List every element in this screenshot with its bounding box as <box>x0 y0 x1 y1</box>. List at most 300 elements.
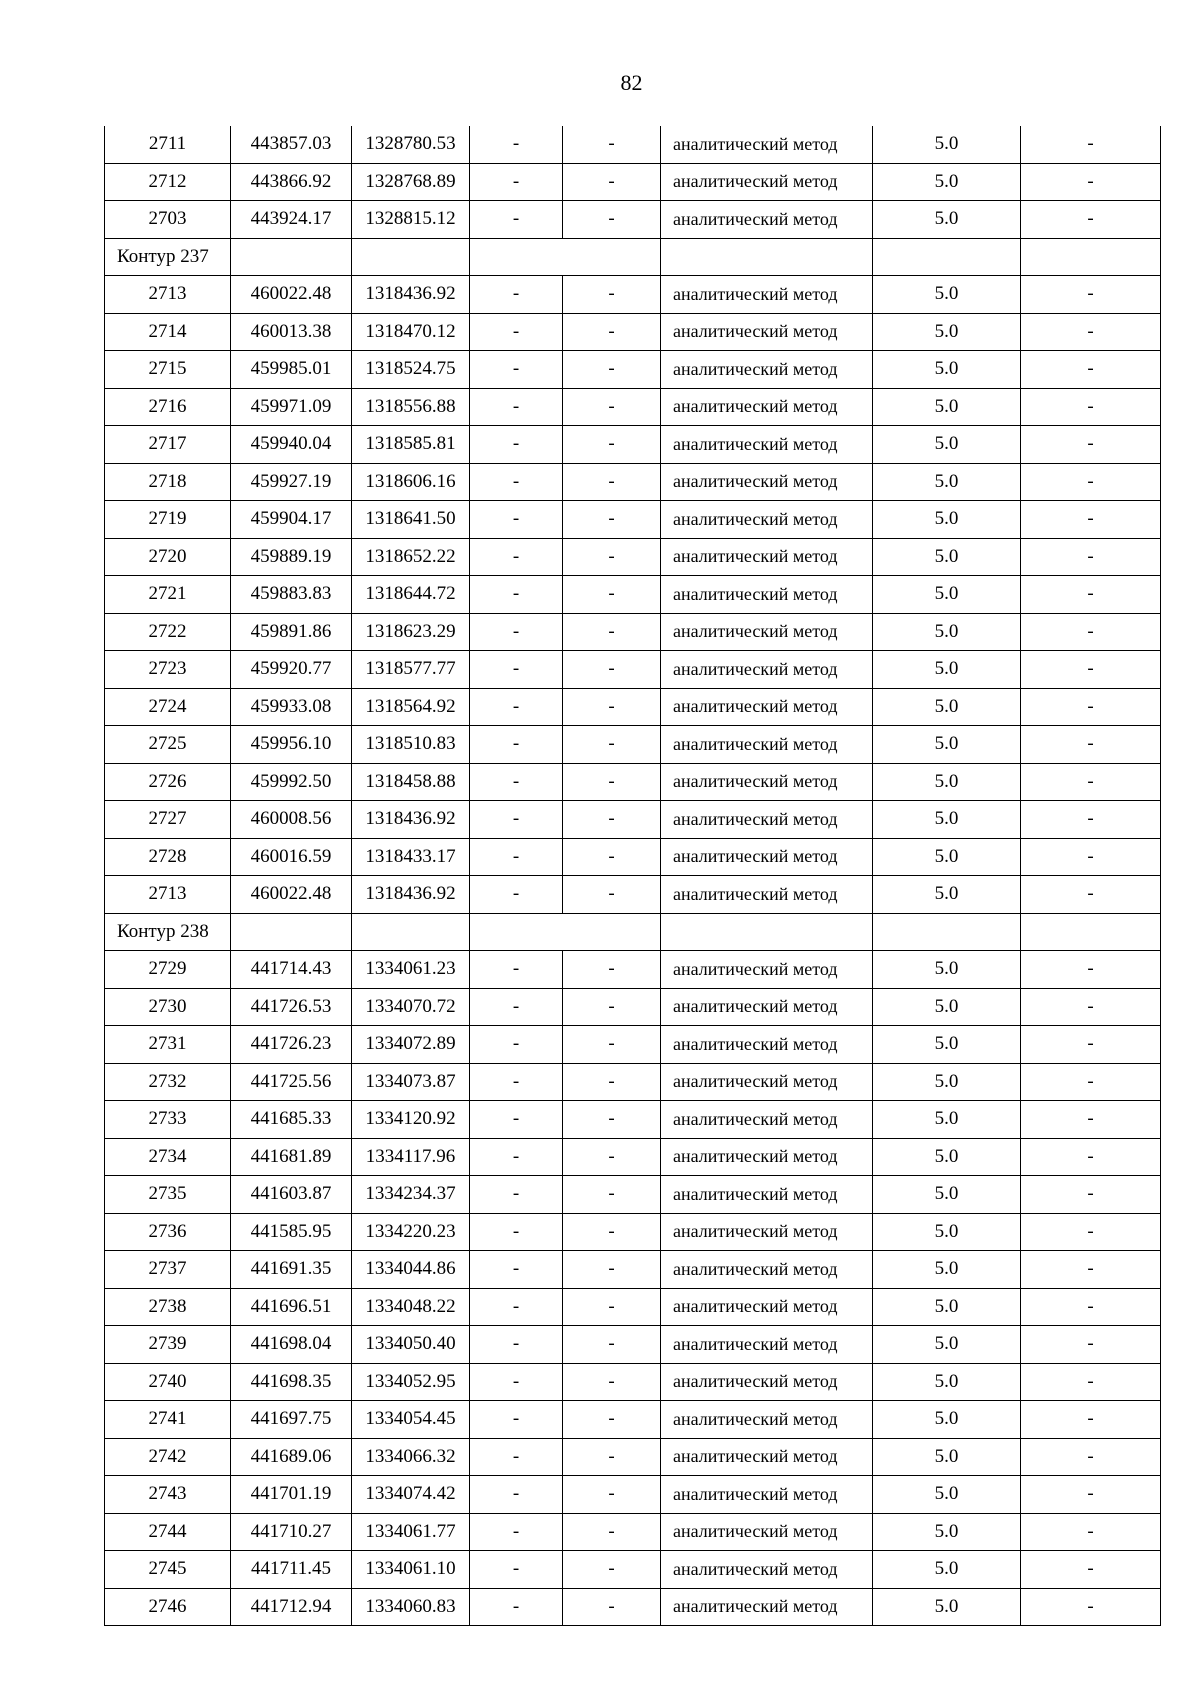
point-number-cell: 2723 <box>105 651 231 689</box>
point-number-cell: 2740 <box>105 1363 231 1401</box>
method-cell: аналитический метод <box>661 876 873 914</box>
dash-cell-b: - <box>563 388 661 426</box>
dash-cell-a: - <box>470 1026 563 1064</box>
dash-cell-a: - <box>470 613 563 651</box>
y-coordinate-cell: 1334048.22 <box>352 1288 470 1326</box>
dash-cell-c: - <box>1021 1588 1161 1626</box>
point-number-cell: 2714 <box>105 313 231 351</box>
method-cell: аналитический метод <box>661 651 873 689</box>
dash-cell-c: - <box>1021 1101 1161 1139</box>
y-coordinate-cell: 1334061.23 <box>352 951 470 989</box>
y-coordinate-cell: 1318556.88 <box>352 388 470 426</box>
dash-cell-b: - <box>563 1326 661 1364</box>
y-coordinate-cell: 1318564.92 <box>352 688 470 726</box>
dash-cell-a: - <box>470 1551 563 1589</box>
point-number-cell: 2713 <box>105 876 231 914</box>
method-cell: аналитический метод <box>661 1551 873 1589</box>
dash-cell-c: - <box>1021 1176 1161 1214</box>
dash-cell-b: - <box>563 1213 661 1251</box>
dash-cell-b: - <box>563 1251 661 1289</box>
accuracy-cell: 5.0 <box>873 126 1021 163</box>
accuracy-cell: 5.0 <box>873 651 1021 689</box>
dash-cell-b: - <box>563 801 661 839</box>
dash-cell-a: - <box>470 1176 563 1214</box>
table-row <box>105 876 1161 914</box>
accuracy-cell: 5.0 <box>873 988 1021 1026</box>
table-row <box>105 726 1161 764</box>
y-coordinate-cell: 1318470.12 <box>352 313 470 351</box>
dash-cell-c: - <box>1021 951 1161 989</box>
table-row <box>105 463 1161 501</box>
point-number-cell: 2722 <box>105 613 231 651</box>
dash-cell-b: - <box>563 426 661 464</box>
accuracy-cell: 5.0 <box>873 1288 1021 1326</box>
x-coordinate-cell: 441711.45 <box>231 1551 352 1589</box>
dash-cell-a: - <box>470 1401 563 1439</box>
dash-cell-c: - <box>1021 576 1161 614</box>
table-row <box>105 576 1161 614</box>
dash-cell-c: - <box>1021 313 1161 351</box>
point-number-cell: 2739 <box>105 1326 231 1364</box>
y-coordinate-cell: 1334073.87 <box>352 1063 470 1101</box>
table-row <box>105 651 1161 689</box>
dash-cell-a: - <box>470 163 563 201</box>
accuracy-cell: 5.0 <box>873 1213 1021 1251</box>
dash-cell-c: - <box>1021 1513 1161 1551</box>
accuracy-cell: 5.0 <box>873 1026 1021 1064</box>
dash-cell-c: - <box>1021 351 1161 389</box>
dash-cell-c: - <box>1021 688 1161 726</box>
table-row <box>105 988 1161 1026</box>
dash-cell-a: - <box>470 988 563 1026</box>
method-cell: аналитический метод <box>661 801 873 839</box>
x-coordinate-cell: 441696.51 <box>231 1288 352 1326</box>
dash-cell-a: - <box>470 1363 563 1401</box>
accuracy-cell: 5.0 <box>873 201 1021 239</box>
accuracy-cell: 5.0 <box>873 1438 1021 1476</box>
table-row <box>105 1101 1161 1139</box>
dash-cell-b: - <box>563 1438 661 1476</box>
accuracy-cell: 5.0 <box>873 1063 1021 1101</box>
table-row <box>105 1063 1161 1101</box>
empty-cell <box>661 913 873 951</box>
dash-cell-c: - <box>1021 1363 1161 1401</box>
table-row <box>105 763 1161 801</box>
table-row <box>105 1213 1161 1251</box>
dash-cell-b: - <box>563 1551 661 1589</box>
table-row <box>105 613 1161 651</box>
method-cell: аналитический метод <box>661 1063 873 1101</box>
y-coordinate-cell: 1334052.95 <box>352 1363 470 1401</box>
x-coordinate-cell: 443866.92 <box>231 163 352 201</box>
x-coordinate-cell: 441698.35 <box>231 1363 352 1401</box>
accuracy-cell: 5.0 <box>873 1513 1021 1551</box>
dash-cell-c: - <box>1021 388 1161 426</box>
dash-cell-c: - <box>1021 163 1161 201</box>
dash-cell-b: - <box>563 763 661 801</box>
table-row <box>105 1138 1161 1176</box>
table-row <box>105 1176 1161 1214</box>
method-cell: аналитический метод <box>661 426 873 464</box>
method-cell: аналитический метод <box>661 1326 873 1364</box>
x-coordinate-cell: 441603.87 <box>231 1176 352 1214</box>
point-number-cell: 2711 <box>105 126 231 163</box>
table-row <box>105 1513 1161 1551</box>
point-number-cell: 2721 <box>105 576 231 614</box>
dash-cell-b: - <box>563 1513 661 1551</box>
dash-cell-b: - <box>563 463 661 501</box>
method-cell: аналитический метод <box>661 463 873 501</box>
dash-cell-c: - <box>1021 201 1161 239</box>
method-cell: аналитический метод <box>661 126 873 163</box>
x-coordinate-cell: 441725.56 <box>231 1063 352 1101</box>
x-coordinate-cell: 459883.83 <box>231 576 352 614</box>
accuracy-cell: 5.0 <box>873 1251 1021 1289</box>
table-row <box>105 1363 1161 1401</box>
y-coordinate-cell: 1318524.75 <box>352 351 470 389</box>
y-coordinate-cell: 1318436.92 <box>352 276 470 314</box>
empty-cell <box>661 238 873 276</box>
empty-cell <box>470 238 661 276</box>
x-coordinate-cell: 441701.19 <box>231 1476 352 1514</box>
table-row <box>105 163 1161 201</box>
point-number-cell: 2713 <box>105 276 231 314</box>
y-coordinate-cell: 1318433.17 <box>352 838 470 876</box>
dash-cell-b: - <box>563 876 661 914</box>
dash-cell-c: - <box>1021 613 1161 651</box>
dash-cell-b: - <box>563 951 661 989</box>
accuracy-cell: 5.0 <box>873 313 1021 351</box>
dash-cell-a: - <box>470 126 563 163</box>
empty-cell <box>1021 238 1161 276</box>
y-coordinate-cell: 1318510.83 <box>352 726 470 764</box>
x-coordinate-cell: 459933.08 <box>231 688 352 726</box>
dash-cell-c: - <box>1021 426 1161 464</box>
dash-cell-c: - <box>1021 1213 1161 1251</box>
accuracy-cell: 5.0 <box>873 838 1021 876</box>
x-coordinate-cell: 441681.89 <box>231 1138 352 1176</box>
dash-cell-a: - <box>470 1513 563 1551</box>
dash-cell-b: - <box>563 1026 661 1064</box>
dash-cell-b: - <box>563 576 661 614</box>
table-row <box>105 1476 1161 1514</box>
dash-cell-c: - <box>1021 838 1161 876</box>
dash-cell-c: - <box>1021 538 1161 576</box>
dash-cell-a: - <box>470 838 563 876</box>
x-coordinate-cell: 459904.17 <box>231 501 352 539</box>
dash-cell-c: - <box>1021 801 1161 839</box>
x-coordinate-cell: 441726.53 <box>231 988 352 1026</box>
table-row <box>105 801 1161 839</box>
method-cell: аналитический метод <box>661 538 873 576</box>
x-coordinate-cell: 459992.50 <box>231 763 352 801</box>
dash-cell-b: - <box>563 501 661 539</box>
dash-cell-a: - <box>470 1476 563 1514</box>
dash-cell-b: - <box>563 538 661 576</box>
table-row <box>105 538 1161 576</box>
dash-cell-a: - <box>470 651 563 689</box>
empty-cell <box>873 913 1021 951</box>
dash-cell-a: - <box>470 1326 563 1364</box>
x-coordinate-cell: 441714.43 <box>231 951 352 989</box>
table-row <box>105 313 1161 351</box>
table-row <box>105 276 1161 314</box>
method-cell: аналитический метод <box>661 688 873 726</box>
empty-cell <box>873 238 1021 276</box>
dash-cell-b: - <box>563 1363 661 1401</box>
y-coordinate-cell: 1334066.32 <box>352 1438 470 1476</box>
y-coordinate-cell: 1334120.92 <box>352 1101 470 1139</box>
point-number-cell: 2735 <box>105 1176 231 1214</box>
method-cell: аналитический метод <box>661 313 873 351</box>
accuracy-cell: 5.0 <box>873 538 1021 576</box>
method-cell: аналитический метод <box>661 1401 873 1439</box>
accuracy-cell: 5.0 <box>873 501 1021 539</box>
dash-cell-b: - <box>563 688 661 726</box>
dash-cell-b: - <box>563 276 661 314</box>
accuracy-cell: 5.0 <box>873 163 1021 201</box>
accuracy-cell: 5.0 <box>873 613 1021 651</box>
y-coordinate-cell: 1318585.81 <box>352 426 470 464</box>
dash-cell-c: - <box>1021 463 1161 501</box>
dash-cell-c: - <box>1021 276 1161 314</box>
table-row <box>105 1438 1161 1476</box>
y-coordinate-cell: 1334220.23 <box>352 1213 470 1251</box>
x-coordinate-cell: 441726.23 <box>231 1026 352 1064</box>
accuracy-cell: 5.0 <box>873 276 1021 314</box>
point-number-cell: 2703 <box>105 201 231 239</box>
dash-cell-c: - <box>1021 501 1161 539</box>
x-coordinate-cell: 441685.33 <box>231 1101 352 1139</box>
dash-cell-b: - <box>563 163 661 201</box>
x-coordinate-cell: 460022.48 <box>231 876 352 914</box>
dash-cell-a: - <box>470 1251 563 1289</box>
y-coordinate-cell: 1334072.89 <box>352 1026 470 1064</box>
dash-cell-b: - <box>563 1588 661 1626</box>
dash-cell-c: - <box>1021 1063 1161 1101</box>
accuracy-cell: 5.0 <box>873 1551 1021 1589</box>
dash-cell-a: - <box>470 538 563 576</box>
dash-cell-a: - <box>470 1213 563 1251</box>
table-row <box>105 688 1161 726</box>
dash-cell-b: - <box>563 1138 661 1176</box>
coordinates-table <box>104 126 1161 1626</box>
accuracy-cell: 5.0 <box>873 726 1021 764</box>
method-cell: аналитический метод <box>661 1138 873 1176</box>
x-coordinate-cell: 441698.04 <box>231 1326 352 1364</box>
accuracy-cell: 5.0 <box>873 1326 1021 1364</box>
dash-cell-c: - <box>1021 1401 1161 1439</box>
point-number-cell: 2736 <box>105 1213 231 1251</box>
point-number-cell: 2726 <box>105 763 231 801</box>
table-row <box>105 951 1161 989</box>
method-cell: аналитический метод <box>661 1588 873 1626</box>
dash-cell-a: - <box>470 876 563 914</box>
method-cell: аналитический метод <box>661 276 873 314</box>
dash-cell-c: - <box>1021 1138 1161 1176</box>
dash-cell-a: - <box>470 801 563 839</box>
point-number-cell: 2746 <box>105 1588 231 1626</box>
accuracy-cell: 5.0 <box>873 951 1021 989</box>
point-number-cell: 2717 <box>105 426 231 464</box>
y-coordinate-cell: 1318577.77 <box>352 651 470 689</box>
table-row <box>105 1551 1161 1589</box>
dash-cell-b: - <box>563 1176 661 1214</box>
dash-cell-b: - <box>563 988 661 1026</box>
dash-cell-b: - <box>563 1476 661 1514</box>
y-coordinate-cell: 1334117.96 <box>352 1138 470 1176</box>
method-cell: аналитический метод <box>661 501 873 539</box>
x-coordinate-cell: 460022.48 <box>231 276 352 314</box>
accuracy-cell: 5.0 <box>873 801 1021 839</box>
table-row <box>105 426 1161 464</box>
point-number-cell: 2718 <box>105 463 231 501</box>
dash-cell-b: - <box>563 126 661 163</box>
accuracy-cell: 5.0 <box>873 576 1021 614</box>
accuracy-cell: 5.0 <box>873 688 1021 726</box>
x-coordinate-cell: 441691.35 <box>231 1251 352 1289</box>
method-cell: аналитический метод <box>661 1026 873 1064</box>
point-number-cell: 2732 <box>105 1063 231 1101</box>
x-coordinate-cell: 459940.04 <box>231 426 352 464</box>
dash-cell-c: - <box>1021 1288 1161 1326</box>
dash-cell-a: - <box>470 201 563 239</box>
empty-cell <box>470 913 661 951</box>
y-coordinate-cell: 1318623.29 <box>352 613 470 651</box>
method-cell: аналитический метод <box>661 613 873 651</box>
accuracy-cell: 5.0 <box>873 1138 1021 1176</box>
x-coordinate-cell: 441689.06 <box>231 1438 352 1476</box>
point-number-cell: 2737 <box>105 1251 231 1289</box>
table-row <box>105 126 1161 163</box>
y-coordinate-cell: 1318436.92 <box>352 801 470 839</box>
table-row <box>105 1251 1161 1289</box>
empty-cell <box>352 913 470 951</box>
dash-cell-b: - <box>563 726 661 764</box>
y-coordinate-cell: 1328815.12 <box>352 201 470 239</box>
x-coordinate-cell: 459889.19 <box>231 538 352 576</box>
x-coordinate-cell: 443857.03 <box>231 126 352 163</box>
x-coordinate-cell: 459971.09 <box>231 388 352 426</box>
dash-cell-a: - <box>470 313 563 351</box>
point-number-cell: 2712 <box>105 163 231 201</box>
table-row <box>105 1401 1161 1439</box>
empty-cell <box>231 913 352 951</box>
accuracy-cell: 5.0 <box>873 351 1021 389</box>
point-number-cell: 2720 <box>105 538 231 576</box>
dash-cell-b: - <box>563 201 661 239</box>
y-coordinate-cell: 1328768.89 <box>352 163 470 201</box>
y-coordinate-cell: 1318458.88 <box>352 763 470 801</box>
point-number-cell: 2734 <box>105 1138 231 1176</box>
method-cell: аналитический метод <box>661 763 873 801</box>
method-cell: аналитический метод <box>661 351 873 389</box>
y-coordinate-cell: 1328780.53 <box>352 126 470 163</box>
method-cell: аналитический метод <box>661 163 873 201</box>
method-cell: аналитический метод <box>661 1251 873 1289</box>
point-number-cell: 2744 <box>105 1513 231 1551</box>
dash-cell-a: - <box>470 426 563 464</box>
table-row <box>105 1326 1161 1364</box>
table-row <box>105 388 1161 426</box>
empty-cell <box>231 238 352 276</box>
accuracy-cell: 5.0 <box>873 1363 1021 1401</box>
dash-cell-b: - <box>563 313 661 351</box>
method-cell: аналитический метод <box>661 838 873 876</box>
accuracy-cell: 5.0 <box>873 1176 1021 1214</box>
table-row <box>105 1288 1161 1326</box>
x-coordinate-cell: 459985.01 <box>231 351 352 389</box>
dash-cell-c: - <box>1021 1251 1161 1289</box>
table-row <box>105 201 1161 239</box>
accuracy-cell: 5.0 <box>873 1476 1021 1514</box>
table-row <box>105 1588 1161 1626</box>
x-coordinate-cell: 441710.27 <box>231 1513 352 1551</box>
point-number-cell: 2738 <box>105 1288 231 1326</box>
point-number-cell: 2733 <box>105 1101 231 1139</box>
dash-cell-a: - <box>470 1101 563 1139</box>
dash-cell-a: - <box>470 501 563 539</box>
method-cell: аналитический метод <box>661 576 873 614</box>
method-cell: аналитический метод <box>661 1363 873 1401</box>
y-coordinate-cell: 1318652.22 <box>352 538 470 576</box>
accuracy-cell: 5.0 <box>873 1101 1021 1139</box>
accuracy-cell: 5.0 <box>873 426 1021 464</box>
y-coordinate-cell: 1334060.83 <box>352 1588 470 1626</box>
dash-cell-b: - <box>563 651 661 689</box>
accuracy-cell: 5.0 <box>873 463 1021 501</box>
dash-cell-a: - <box>470 726 563 764</box>
accuracy-cell: 5.0 <box>873 1401 1021 1439</box>
dash-cell-a: - <box>470 1063 563 1101</box>
dash-cell-b: - <box>563 351 661 389</box>
y-coordinate-cell: 1334061.10 <box>352 1551 470 1589</box>
point-number-cell: 2730 <box>105 988 231 1026</box>
method-cell: аналитический метод <box>661 988 873 1026</box>
dash-cell-c: - <box>1021 763 1161 801</box>
y-coordinate-cell: 1334070.72 <box>352 988 470 1026</box>
dash-cell-a: - <box>470 1588 563 1626</box>
dash-cell-c: - <box>1021 876 1161 914</box>
method-cell: аналитический метод <box>661 1513 873 1551</box>
point-number-cell: 2719 <box>105 501 231 539</box>
dash-cell-c: - <box>1021 1326 1161 1364</box>
y-coordinate-cell: 1318644.72 <box>352 576 470 614</box>
x-coordinate-cell: 441697.75 <box>231 1401 352 1439</box>
dash-cell-c: - <box>1021 1551 1161 1589</box>
y-coordinate-cell: 1334061.77 <box>352 1513 470 1551</box>
dash-cell-c: - <box>1021 726 1161 764</box>
point-number-cell: 2745 <box>105 1551 231 1589</box>
method-cell: аналитический метод <box>661 1101 873 1139</box>
table-row <box>105 838 1161 876</box>
dash-cell-a: - <box>470 1438 563 1476</box>
method-cell: аналитический метод <box>661 726 873 764</box>
x-coordinate-cell: 459920.77 <box>231 651 352 689</box>
y-coordinate-cell: 1334074.42 <box>352 1476 470 1514</box>
dash-cell-b: - <box>563 838 661 876</box>
point-number-cell: 2727 <box>105 801 231 839</box>
contour-label: Контур 238 <box>105 913 231 951</box>
y-coordinate-cell: 1318641.50 <box>352 501 470 539</box>
x-coordinate-cell: 460016.59 <box>231 838 352 876</box>
dash-cell-b: - <box>563 1063 661 1101</box>
dash-cell-c: - <box>1021 1026 1161 1064</box>
x-coordinate-cell: 459956.10 <box>231 726 352 764</box>
y-coordinate-cell: 1318436.92 <box>352 876 470 914</box>
point-number-cell: 2724 <box>105 688 231 726</box>
x-coordinate-cell: 460013.38 <box>231 313 352 351</box>
